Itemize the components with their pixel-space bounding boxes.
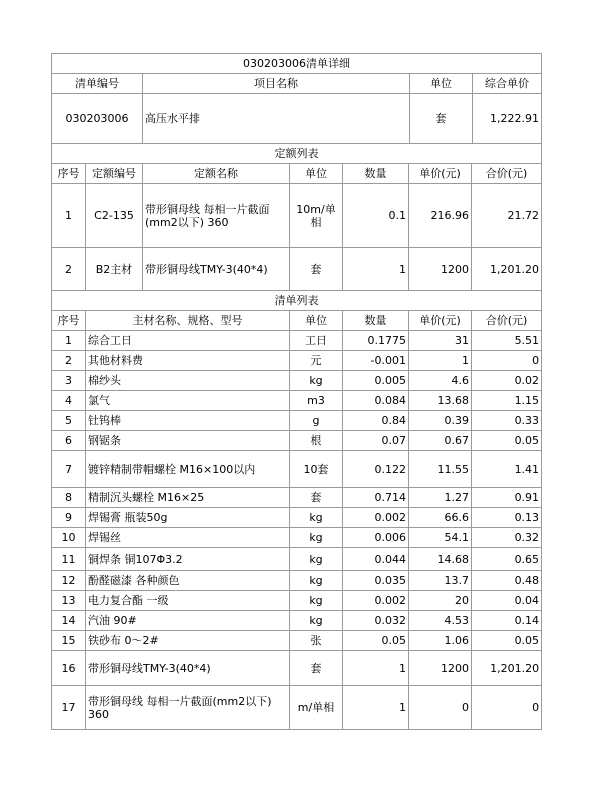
materials-cell: 10 bbox=[52, 528, 86, 548]
materials-cell: 1.27 bbox=[409, 488, 472, 508]
materials-cell: 精制沉头螺栓 M16×25 bbox=[86, 488, 290, 508]
quota-cell: 带形铜母线 每相一片截面(mm2以下) 360 bbox=[143, 184, 290, 248]
materials-cell: 焊锡膏 瓶装50g bbox=[86, 508, 290, 528]
table-row bbox=[52, 591, 542, 611]
materials-cell: 0.84 bbox=[343, 411, 409, 431]
table-row bbox=[52, 371, 542, 391]
table-row bbox=[52, 528, 542, 548]
materials-cell: kg bbox=[290, 508, 343, 528]
materials-cell: kg bbox=[290, 548, 343, 571]
materials-cell: 0.04 bbox=[472, 591, 542, 611]
item-code: 030203006 bbox=[52, 94, 143, 144]
materials-cell: kg bbox=[290, 571, 343, 591]
materials-cell: kg bbox=[290, 591, 343, 611]
materials-cell: 0.91 bbox=[472, 488, 542, 508]
materials-cell: 11 bbox=[52, 548, 86, 571]
quota-cell: 0.1 bbox=[343, 184, 409, 248]
materials-cell: 31 bbox=[409, 331, 472, 351]
quota-section-title: 定额列表 bbox=[52, 144, 542, 164]
quota-cell: 21.72 bbox=[472, 184, 542, 248]
materials-cell: 棉纱头 bbox=[86, 371, 290, 391]
materials-cell: 0.33 bbox=[472, 411, 542, 431]
materials-cell: 11.55 bbox=[409, 451, 472, 488]
materials-cell: 带形铜母线 每相一片截面(mm2以下) 360 bbox=[86, 686, 290, 730]
quota-header-cell: 单位 bbox=[290, 164, 343, 184]
materials-header-cell: 单价(元) bbox=[409, 311, 472, 331]
table-row bbox=[52, 451, 542, 488]
materials-cell: 0.13 bbox=[472, 508, 542, 528]
materials-cell: 0.032 bbox=[343, 611, 409, 631]
materials-cell: 2 bbox=[52, 351, 86, 371]
materials-cell: 工日 bbox=[290, 331, 343, 351]
materials-cell: 根 bbox=[290, 431, 343, 451]
materials-cell: 张 bbox=[290, 631, 343, 651]
table-row bbox=[52, 431, 542, 451]
materials-cell: 14.68 bbox=[409, 548, 472, 571]
materials-cell: 0.05 bbox=[472, 631, 542, 651]
materials-cell: 0.05 bbox=[472, 431, 542, 451]
materials-cell: kg bbox=[290, 528, 343, 548]
table-row bbox=[52, 548, 542, 571]
materials-cell: 1 bbox=[409, 351, 472, 371]
materials-cell: 元 bbox=[290, 351, 343, 371]
quota-header-cell: 定额名称 bbox=[143, 164, 290, 184]
materials-header-cell: 序号 bbox=[52, 311, 86, 331]
materials-cell: 0 bbox=[472, 686, 542, 730]
materials-cell: 钢锯条 bbox=[86, 431, 290, 451]
materials-cell: 0.714 bbox=[343, 488, 409, 508]
item-price: 1,222.91 bbox=[473, 94, 542, 144]
materials-cell: 铜焊条 铜107Φ3.2 bbox=[86, 548, 290, 571]
materials-cell: 1,201.20 bbox=[472, 651, 542, 686]
materials-cell: 0.05 bbox=[343, 631, 409, 651]
quota-cell: 套 bbox=[290, 248, 343, 291]
table-row bbox=[52, 571, 542, 591]
materials-cell: 1 bbox=[343, 651, 409, 686]
quota-cell: 10m/单相 bbox=[290, 184, 343, 248]
materials-cell: 镀锌精制带帽螺栓 M16×100以内 bbox=[86, 451, 290, 488]
materials-cell: 钍钨棒 bbox=[86, 411, 290, 431]
quota-cell: 2 bbox=[52, 248, 86, 291]
materials-table bbox=[51, 290, 542, 730]
quota-header-cell: 数量 bbox=[343, 164, 409, 184]
materials-header-cell: 合价(元) bbox=[472, 311, 542, 331]
quota-table bbox=[51, 143, 542, 291]
materials-cell: 16 bbox=[52, 651, 86, 686]
materials-cell: 电力复合酯 一级 bbox=[86, 591, 290, 611]
header-price: 综合单价 bbox=[473, 74, 542, 94]
item-unit: 套 bbox=[410, 94, 473, 144]
materials-cell: 1.06 bbox=[409, 631, 472, 651]
materials-cell: -0.001 bbox=[343, 351, 409, 371]
materials-cell: 0.002 bbox=[343, 591, 409, 611]
quota-cell: B2主材 bbox=[86, 248, 143, 291]
materials-cell: kg bbox=[290, 371, 343, 391]
table-row bbox=[52, 508, 542, 528]
quota-header-cell: 序号 bbox=[52, 164, 86, 184]
table-row bbox=[52, 351, 542, 371]
materials-cell: 0.006 bbox=[343, 528, 409, 548]
materials-cell: 0.044 bbox=[343, 548, 409, 571]
quota-cell: 带形铜母线TMY-3(40*4) bbox=[143, 248, 290, 291]
materials-cell: 0.39 bbox=[409, 411, 472, 431]
materials-cell: 14 bbox=[52, 611, 86, 631]
item-name: 高压水平排 bbox=[143, 94, 410, 144]
quota-cell: 1 bbox=[52, 184, 86, 248]
materials-cell: 5 bbox=[52, 411, 86, 431]
materials-cell: 综合工日 bbox=[86, 331, 290, 351]
materials-cell: 0.005 bbox=[343, 371, 409, 391]
materials-cell: 0 bbox=[472, 351, 542, 371]
page-title: 030203006清单详细 bbox=[52, 54, 542, 74]
materials-cell: 3 bbox=[52, 371, 86, 391]
table-row bbox=[52, 651, 542, 686]
table-row bbox=[52, 611, 542, 631]
quota-cell: 216.96 bbox=[409, 184, 472, 248]
materials-cell: 0.07 bbox=[343, 431, 409, 451]
materials-cell: 5.51 bbox=[472, 331, 542, 351]
materials-cell: 1.41 bbox=[472, 451, 542, 488]
materials-cell: 汽油 90# bbox=[86, 611, 290, 631]
materials-cell: 1200 bbox=[409, 651, 472, 686]
materials-cell: 0.14 bbox=[472, 611, 542, 631]
materials-header-row bbox=[52, 311, 542, 331]
materials-header-cell: 主材名称、规格、型号 bbox=[86, 311, 290, 331]
materials-cell: 焊锡丝 bbox=[86, 528, 290, 548]
quota-header-cell: 合价(元) bbox=[472, 164, 542, 184]
materials-cell: 54.1 bbox=[409, 528, 472, 548]
materials-cell: 带形铜母线TMY-3(40*4) bbox=[86, 651, 290, 686]
materials-body bbox=[52, 331, 542, 730]
materials-cell: 4 bbox=[52, 391, 86, 411]
materials-cell: 0.48 bbox=[472, 571, 542, 591]
materials-cell: 0.122 bbox=[343, 451, 409, 488]
table-row bbox=[52, 686, 542, 730]
materials-header-cell: 单位 bbox=[290, 311, 343, 331]
materials-cell: 氯气 bbox=[86, 391, 290, 411]
table-row bbox=[52, 391, 542, 411]
quota-header-cell: 单价(元) bbox=[409, 164, 472, 184]
materials-cell: 7 bbox=[52, 451, 86, 488]
item-table bbox=[51, 53, 542, 144]
materials-cell: 4.6 bbox=[409, 371, 472, 391]
materials-header-cell: 数量 bbox=[343, 311, 409, 331]
materials-cell: 0.65 bbox=[472, 548, 542, 571]
materials-cell: 1 bbox=[343, 686, 409, 730]
materials-cell: 套 bbox=[290, 488, 343, 508]
materials-cell: 0.002 bbox=[343, 508, 409, 528]
materials-cell: 酚醛磁漆 各种颜色 bbox=[86, 571, 290, 591]
header-name: 项目名称 bbox=[143, 74, 410, 94]
table-row bbox=[52, 631, 542, 651]
materials-cell: 12 bbox=[52, 571, 86, 591]
materials-cell: 13 bbox=[52, 591, 86, 611]
table-row bbox=[52, 411, 542, 431]
materials-cell: 0 bbox=[409, 686, 472, 730]
materials-cell: 15 bbox=[52, 631, 86, 651]
materials-cell: 0.02 bbox=[472, 371, 542, 391]
quota-header-row bbox=[52, 164, 542, 184]
materials-cell: 0.035 bbox=[343, 571, 409, 591]
materials-cell: 17 bbox=[52, 686, 86, 730]
table-row bbox=[52, 248, 542, 291]
materials-cell: 1 bbox=[52, 331, 86, 351]
materials-cell: 套 bbox=[290, 651, 343, 686]
materials-cell: 其他材料费 bbox=[86, 351, 290, 371]
quota-cell: 1,201.20 bbox=[472, 248, 542, 291]
materials-cell: 13.7 bbox=[409, 571, 472, 591]
materials-cell: 0.67 bbox=[409, 431, 472, 451]
materials-cell: 13.68 bbox=[409, 391, 472, 411]
header-unit: 单位 bbox=[410, 74, 473, 94]
header-code: 清单编号 bbox=[52, 74, 143, 94]
materials-cell: 0.084 bbox=[343, 391, 409, 411]
table-row bbox=[52, 488, 542, 508]
quota-cell: C2-135 bbox=[86, 184, 143, 248]
materials-cell: g bbox=[290, 411, 343, 431]
materials-cell: 9 bbox=[52, 508, 86, 528]
materials-cell: 铁砂布 0～2# bbox=[86, 631, 290, 651]
table-row bbox=[52, 331, 542, 351]
materials-cell: 8 bbox=[52, 488, 86, 508]
materials-cell: 0.32 bbox=[472, 528, 542, 548]
materials-cell: m3 bbox=[290, 391, 343, 411]
materials-cell: kg bbox=[290, 611, 343, 631]
materials-cell: 4.53 bbox=[409, 611, 472, 631]
materials-cell: 0.1775 bbox=[343, 331, 409, 351]
materials-cell: m/单相 bbox=[290, 686, 343, 730]
quota-header-cell: 定额编号 bbox=[86, 164, 143, 184]
table-row bbox=[52, 184, 542, 248]
quota-cell: 1200 bbox=[409, 248, 472, 291]
materials-cell: 6 bbox=[52, 431, 86, 451]
materials-cell: 20 bbox=[409, 591, 472, 611]
materials-section-title: 清单列表 bbox=[52, 291, 542, 311]
materials-cell: 10套 bbox=[290, 451, 343, 488]
materials-cell: 1.15 bbox=[472, 391, 542, 411]
materials-cell: 66.6 bbox=[409, 508, 472, 528]
quota-cell: 1 bbox=[343, 248, 409, 291]
